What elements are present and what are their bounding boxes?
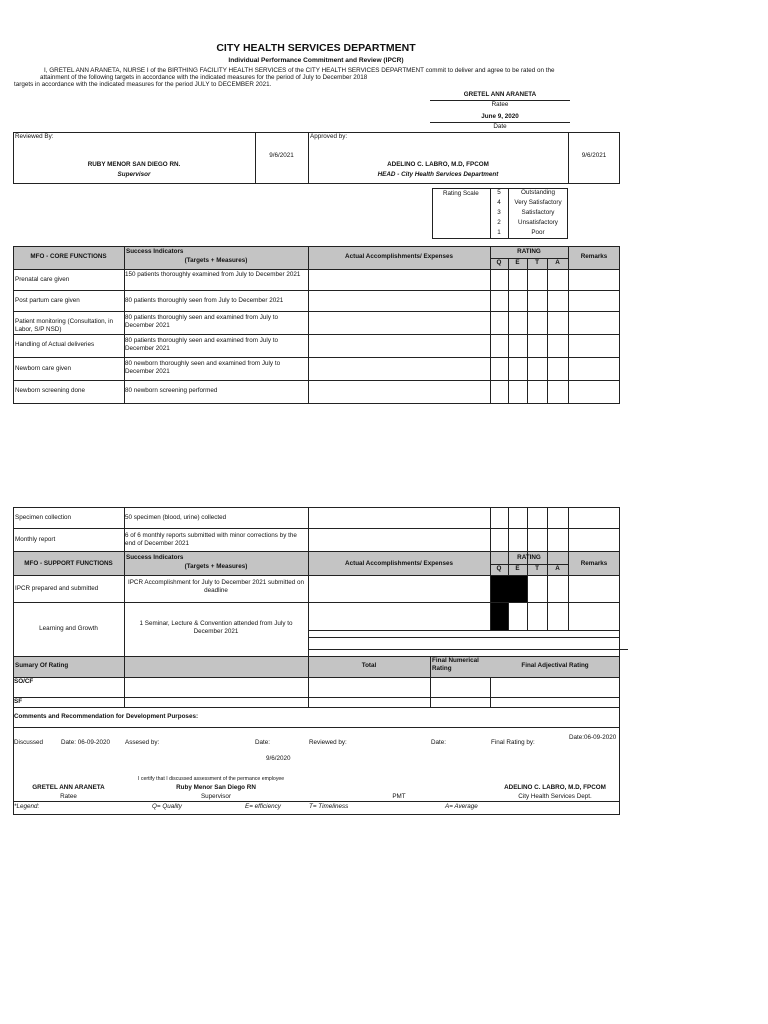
signoff-ratee-name: GRETEL ANN ARANETA <box>32 784 105 791</box>
rating-scale-desc: Very Satisfactory <box>514 199 562 206</box>
legend-label: *Legend: <box>14 803 40 810</box>
signoff-supervisor-name: Ruby Menor San Diego RN <box>176 784 256 791</box>
rating-scale-desc: Unsatisfactory <box>518 219 558 226</box>
assessed-date-value: 9/6/2020 <box>266 755 291 762</box>
support-rating-a-header: A <box>555 565 560 572</box>
support-rating-header: RATING <box>517 554 541 561</box>
rating-scale-desc: Satisfactory <box>521 209 555 216</box>
legend-efficiency: E= efficiency <box>245 803 281 810</box>
mfo-support-header: MFO - SUPPORT FUNCTIONS <box>24 560 113 567</box>
reviewed-by-signoff-label: Reviewed by: <box>309 739 347 746</box>
final-numerical-rating-label: Final Numerical Rating <box>432 657 479 672</box>
legend-quality: Q= Quality <box>152 803 182 810</box>
success-indicators-header: Success Indicators <box>126 248 184 255</box>
approved-date: 9/6/2021 <box>581 152 607 159</box>
rating-scale-num: 3 <box>497 209 501 216</box>
support-remarks-header: Remarks <box>580 560 608 567</box>
core-indicator-cell: 150 patients thoroughly examined from July to December 2021 <box>125 271 301 278</box>
signoff-head-name: ADELINO C. LABRO, M.D, FPCOM <box>504 784 606 791</box>
approved-by-label: Approved by: <box>310 133 348 140</box>
comments-label: Comments and Recommendation for Development Purposes: <box>14 713 199 720</box>
reviewed-by-label: Reviewed By: <box>15 133 54 140</box>
discussed-label: Discussed <box>14 739 44 746</box>
page-subtitle: Individual Performance Commitment and Review (IPCR) <box>228 57 404 64</box>
sf-label: SF <box>14 698 23 705</box>
final-rating-date: Date:06-09-2020 <box>569 734 617 741</box>
reviewed-date-signoff-label: Date: <box>431 739 447 746</box>
summary-total-label: Total <box>361 662 377 669</box>
rating-scale-num: 1 <box>497 229 501 236</box>
core-function-cell: Prenatal care given <box>15 276 70 283</box>
core-indicator-cell: 80 patients thoroughly seen and examined from July to December 2021 <box>125 314 278 329</box>
rating-q-header: Q <box>496 259 502 266</box>
support-indicator-cell: IPCR Accomplishment for July to December 2021 submitted on deadline <box>127 579 305 594</box>
reviewer-title: Supervisor <box>117 171 151 178</box>
commitment-line-1: I, GRETEL ANN ARANETA, NURSE I of the BIRTHING FACILITY HEALTH SERVICES of the CITY HEALTH SERVICES DEPARTMENT commit to deliver and agree to be rated on the <box>44 67 555 74</box>
final-adjectival-rating-label: Final Adjectival Rating <box>521 662 589 669</box>
rating-scale-num: 2 <box>497 219 501 226</box>
core-function-cell: Newborn care given <box>15 365 72 372</box>
ratee-label: Ratee <box>491 101 509 108</box>
rating-scale-desc: Poor <box>531 229 545 236</box>
legend-average: A= Average <box>445 803 478 810</box>
support-function-cell: IPCR prepared and submitted <box>15 585 99 592</box>
approver-title: HEAD - City Health Services Department <box>377 171 499 178</box>
rating-scale-num: 5 <box>497 189 501 196</box>
commitment-line-3: targets in accordance with the indicated measures for the period JULY to DECEMBER 2021. <box>14 81 272 88</box>
legend-timeliness: T= Timeliness <box>309 803 349 810</box>
support-rating-t-header: T <box>535 565 539 572</box>
page2-function-cell: Monthly report <box>15 536 56 543</box>
signoff-head-role: City Health Services Dept. <box>518 793 592 800</box>
signoff-pmt: PMT <box>392 793 406 800</box>
support-rating-e-header: E <box>515 565 520 572</box>
support-rating-q-header: Q <box>496 565 502 572</box>
support-function-cell: Learning and Growth <box>39 625 98 632</box>
rating-t-header: T <box>535 259 539 266</box>
signoff-ratee-role: Ratee <box>60 793 77 800</box>
reviewed-date: 9/6/2021 <box>269 152 294 159</box>
page2-indicator-cell: 6 of 6 monthly reports submitted with minor corrections by the end of December 2021 <box>125 532 297 547</box>
summary-of-rating-label: Sumary Of Rating <box>15 662 69 669</box>
support-indicator-cell: 1 Seminar, Lecture & Convention attended from July to December 2021 <box>139 620 293 635</box>
rating-e-header: E <box>515 259 520 266</box>
ratee-date: June 9, 2020 <box>481 113 519 120</box>
reviewer-name: RUBY MENOR SAN DIEGO RN. <box>87 161 181 168</box>
rating-header: RATING <box>517 248 541 255</box>
core-function-cell: Handling of Actual deliveries <box>15 341 95 348</box>
certify-statement: I certify that I discussed assessment of the permance employee <box>138 776 285 782</box>
page2-function-cell: Specimen collection <box>15 514 72 521</box>
remarks-header: Remarks <box>580 253 608 260</box>
ratee-name: GRETEL ANN ARANETA <box>463 91 537 98</box>
page2-indicator-cell: 50 specimen (blood, urine) collected <box>125 514 227 521</box>
support-actual-header: Actual Accomplishments/ Expenses <box>345 560 453 567</box>
core-indicator-cell: 80 patients thoroughly seen from July to December 2021 <box>125 297 284 304</box>
signoff-supervisor-role: Supervisor <box>200 793 232 800</box>
rating-a-header: A <box>555 259 560 266</box>
rating-scale-label: Rating Scale <box>443 190 479 197</box>
final-rating-by-label: Final Rating by: <box>491 739 535 746</box>
rating-scale-num: 4 <box>497 199 501 206</box>
mfo-core-header: MFO - CORE FUNCTIONS <box>30 253 107 260</box>
support-success-indicators-header: Success Indicators <box>126 554 184 561</box>
core-function-cell: Post partum care given <box>15 297 80 304</box>
core-indicator-cell: 80 newborn thoroughly seen and examined from July to December 2021 <box>125 360 281 375</box>
assessed-by-label: Assesed by: <box>125 739 160 746</box>
assessed-date-label: Date: <box>255 739 271 746</box>
approver-name: ADELINO C. LABRO, M.D, FPCOM <box>387 161 489 168</box>
targets-measures-header: (Targets + Measures) <box>184 257 248 264</box>
discussed-date: Date: 06-09-2020 <box>61 739 111 746</box>
commitment-line-2: attainment of the following targets in accordance with the indicated measures for the period of July to December 2018 <box>40 74 368 81</box>
so-cf-label: SO/CF <box>14 678 34 685</box>
actual-accomplishments-header: Actual Accomplishments/ Expenses <box>345 253 453 260</box>
core-indicator-cell: 80 patients thoroughly seen and examined from July to December 2021 <box>125 337 278 352</box>
ratee-date-label: Date <box>493 123 507 130</box>
core-indicator-cell: 80 newborn screening performed <box>125 387 218 394</box>
core-function-cell: Patient monitoring (Consultation, in Labor, S/P NSD) <box>15 318 114 333</box>
support-targets-measures-header: (Targets + Measures) <box>184 563 248 570</box>
rating-scale-desc: Outstanding <box>521 189 555 196</box>
page-title: CITY HEALTH SERVICES DEPARTMENT <box>216 42 416 54</box>
core-function-cell: Newborn screening done <box>15 387 86 394</box>
